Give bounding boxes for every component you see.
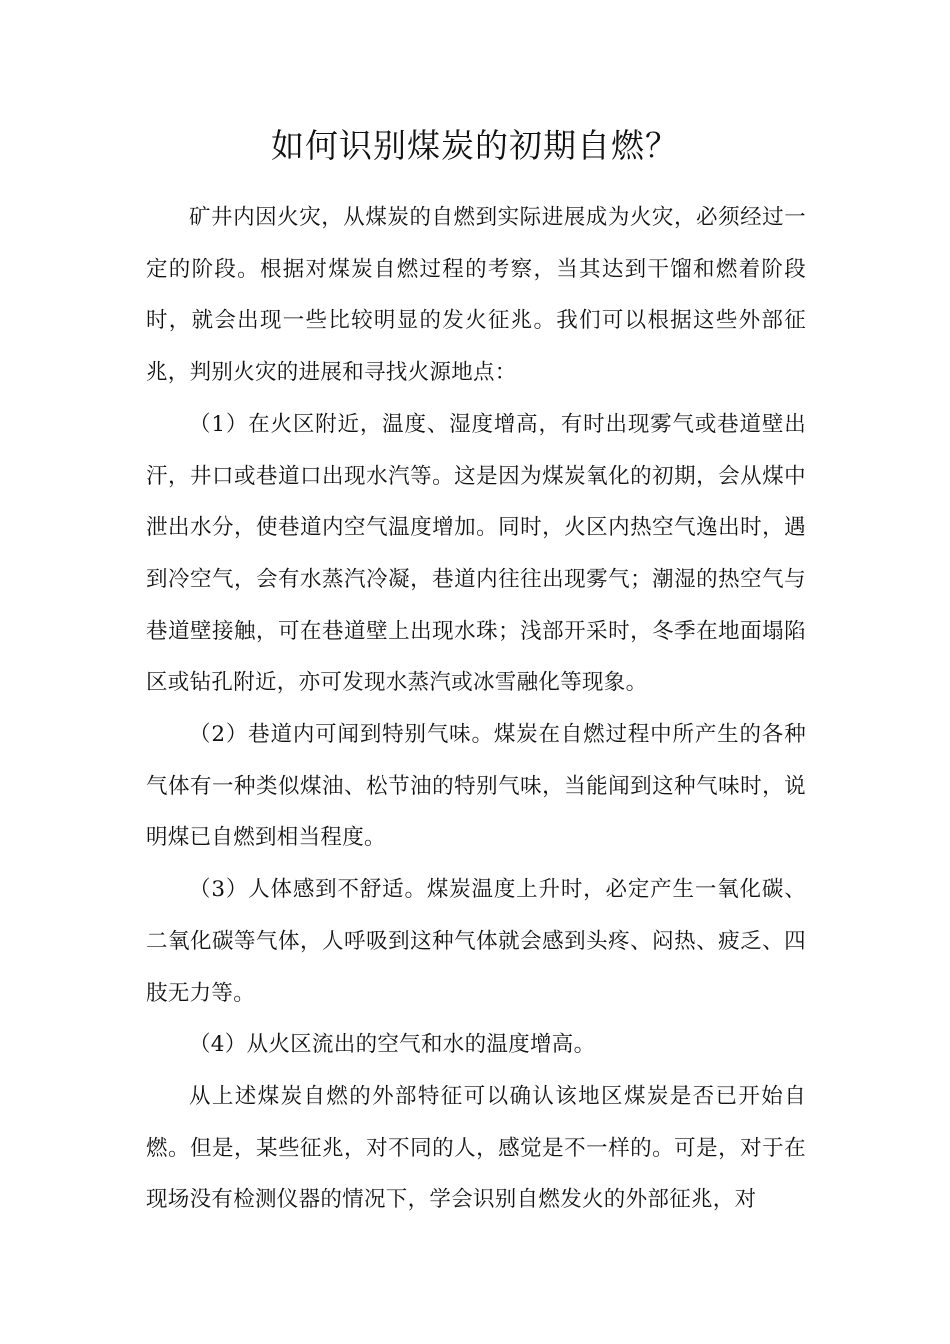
paragraph-intro: 矿井内因火灾，从煤炭的自燃到实际进展成为火灾，必须经过一定的阶段。根据对煤炭自燃过程的考察，当其达到干馏和燃着阶段时，就会出现一些比较明显的发火征兆。我们可以根据这些外部征兆，判别火灾的进展和寻找火源地点： bbox=[146, 205, 806, 386]
paragraph-conclusion: 从上述煤炭自燃的外部特征可以确认该地区煤炭是否已开始自燃。但是，某些征兆，对不同的人，感觉是不一样的。可是，对于在现场没有检测仪器的情况下，学会识别自燃发火的外部征兆，对 bbox=[146, 1083, 806, 1213]
paragraph-item-3: （3）人体感到不舒适。煤炭温度上升时，必定产生一氧化碳、二氧化碳等气体，人呼吸到这种气体就会感到头疼、闷热、疲乏、四肢无力等。 bbox=[146, 877, 806, 1006]
paragraph-item-2: （2）巷道内可闻到特别气味。煤炭在自燃过程中所产生的各种气体有一种类似煤油、松节油的特别气味，当能闻到这种气味时，说明煤已自燃到相当程度。 bbox=[146, 722, 806, 851]
paragraph-item-4: （4）从火区流出的空气和水的温度增高。 bbox=[189, 1032, 596, 1058]
paragraph-item-1: （1）在火区附近，温度、湿度增高，有时出现雾气或巷道壁出汗，井口或巷道口出现水汽等。这是因为煤炭氧化的初期，会从煤中泄出水分，使巷道内空气温度增加。同时，火区内热空气逸出时，遇到冷空气，会有水蒸汽冷凝，巷道内往往出现雾气；潮湿的热空气与巷道壁接触，可在巷道壁上出现水珠；浅部开采时，冬季在地面塌陷区或钻孔附近，亦可发现水蒸汽或冰雪融化等现象。 bbox=[146, 411, 806, 696]
document-body bbox=[146, 192, 806, 1226]
document-title: 如何识别煤炭的初期自燃？ bbox=[271, 126, 679, 165]
